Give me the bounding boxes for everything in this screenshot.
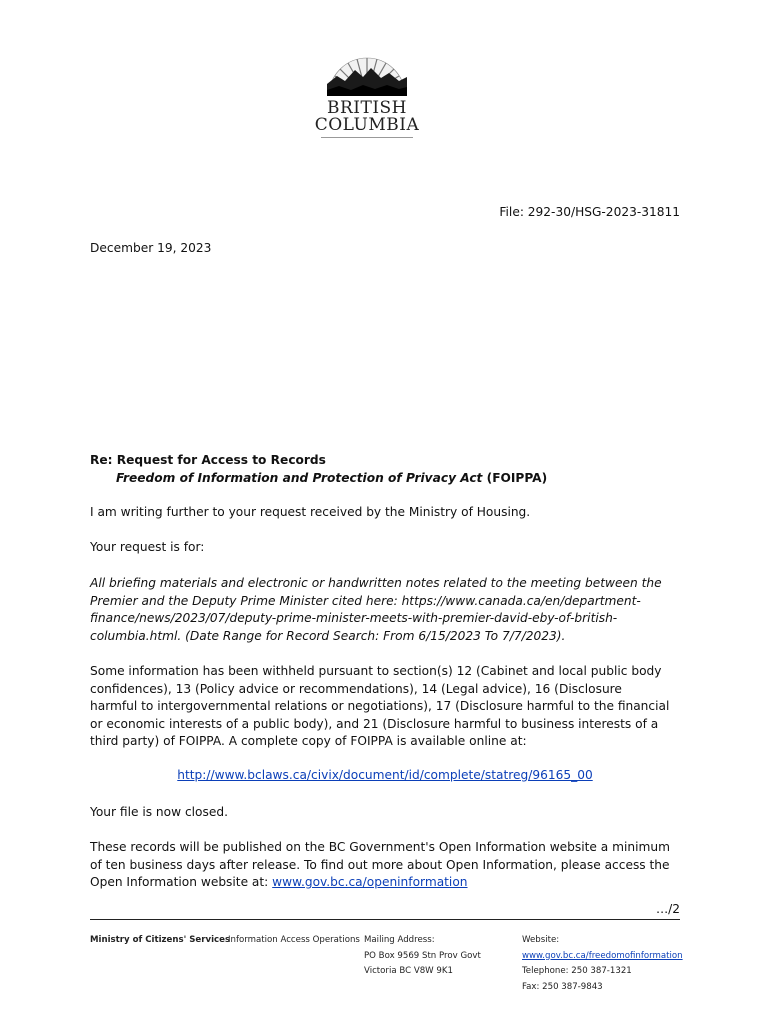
act-abbreviation: (FOIPPA) xyxy=(482,470,548,485)
file-reference: File: 292-30/HSG-2023-31811 xyxy=(499,205,680,219)
footer-mailing-address xyxy=(364,933,481,980)
website-label: Website: xyxy=(522,935,560,945)
mailing-line1: PO Box 9569 Stn Prov Govt xyxy=(364,950,481,961)
logo-line-british: BRITISH xyxy=(326,98,408,118)
open-information-link[interactable]: www.gov.bc.ca/openinformation xyxy=(272,875,468,890)
act-title: Freedom of Information and Protection of Privacy Act xyxy=(116,470,483,485)
intro-paragraph: I am writing further to your request received by the Ministry of Housing. xyxy=(90,505,531,519)
publish-text: These records will be published on the BC Government's Open Information website a minimum of ten business days after release. To find out more about Open Information, please access the Open Information website at: xyxy=(90,840,670,890)
publish-paragraph xyxy=(90,839,680,892)
logo-line-columbia: COLUMBIA xyxy=(314,115,420,135)
act-line xyxy=(90,470,690,488)
bc-sun-mountains-icon xyxy=(327,44,407,96)
bc-government-logo xyxy=(311,44,423,148)
foippa-link-line xyxy=(90,768,680,782)
foippa-link[interactable]: http://www.bclaws.ca/civix/document/id/complete/statreg/96165_00 xyxy=(177,768,593,782)
telephone: Telephone: 250 387-1321 xyxy=(522,966,632,977)
footer-contact xyxy=(522,933,683,995)
subject-line: Re: Request for Access to Records xyxy=(90,453,326,467)
mailing-line2: Victoria BC V8W 9K1 xyxy=(364,966,453,977)
page-continuation-marker: …/2 xyxy=(655,902,680,916)
footer-unit: Information Access Operations xyxy=(228,935,360,945)
website-link[interactable]: www.gov.bc.ca/freedomofinformation xyxy=(522,950,683,961)
fax: Fax: 250 387-9843 xyxy=(522,981,603,992)
letter-date: December 19, 2023 xyxy=(90,241,212,255)
subject-block xyxy=(90,452,690,487)
request-label: Your request is for: xyxy=(90,540,205,554)
footer-ministry: Ministry of Citizens' Services xyxy=(90,935,231,945)
file-closed-paragraph: Your file is now closed. xyxy=(90,805,228,819)
request-text: All briefing materials and electronic or handwritten notes related to the meeting between the Premier and the Deputy Prime Minister cited here: https://www.canada.ca/en/department-finance/news/2023/07/deputy-prime-minister-meets-with-premier-david-eby-of-british-columbia.html. (Date Range for Record Search: From 6/15/2023 To 7/7/2023). xyxy=(90,576,662,643)
withheld-paragraph: Some information has been withheld pursuant to section(s) 12 (Cabinet and local public body confidences), 13 (Policy advice or recommendations), 14 (Legal advice), 16 (Disclosure harmful to intergovernmental relations or negotiations), 17 (Disclosure harmful to the financial or economic interests of a public body), and 21 (Disclosure harmful to business interests of a third party) of FOIPPA. A complete copy of FOIPPA is available online at: xyxy=(90,664,670,749)
footer-divider xyxy=(90,919,680,920)
logo-divider xyxy=(321,137,413,138)
mailing-label: Mailing Address: xyxy=(364,935,435,945)
